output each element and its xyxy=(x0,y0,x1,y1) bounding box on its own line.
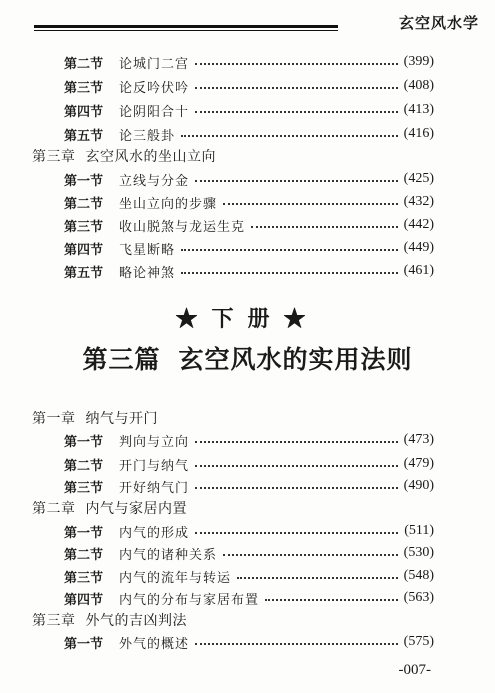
chapter-heading[interactable] xyxy=(32,408,158,428)
page-ref: (575) xyxy=(403,634,434,649)
toc-entry[interactable] xyxy=(64,521,434,541)
dot-leader xyxy=(265,599,398,601)
chapter-number: 第三章 xyxy=(32,149,76,165)
toc-entry[interactable] xyxy=(64,100,434,120)
section-title: 外气的概述 xyxy=(119,636,190,652)
toc-entry[interactable] xyxy=(64,632,434,652)
section-number: 第一节 xyxy=(64,434,104,450)
chapter-title: 纳气与开门 xyxy=(85,411,158,427)
section-title: 论三般卦 xyxy=(119,128,176,144)
section-title: 论城门二宫 xyxy=(119,56,190,72)
section-title: 内气的分布与家居布置 xyxy=(119,592,260,608)
toc-entry[interactable] xyxy=(64,76,434,96)
dot-leader xyxy=(195,180,398,182)
page-ref: (461) xyxy=(403,263,434,278)
dot-leader xyxy=(195,63,398,65)
page-ref: (408) xyxy=(403,78,434,93)
toc-entry[interactable] xyxy=(64,238,434,258)
section-title: 内气的流年与转运 xyxy=(119,570,232,586)
page-ref: (413) xyxy=(403,102,434,117)
book-title: 玄空风水学 xyxy=(398,14,479,32)
dot-leader xyxy=(237,577,398,579)
toc-entry[interactable] xyxy=(64,215,434,235)
dot-leader xyxy=(223,554,398,556)
page-ref: (416) xyxy=(403,126,434,141)
part-heading xyxy=(0,340,495,376)
chapter-number: 第三章 xyxy=(32,613,76,629)
section-title: 论阴阳合十 xyxy=(119,104,190,120)
section-title: 内气的形成 xyxy=(119,525,190,541)
chapter-number: 第二章 xyxy=(32,501,76,517)
section-number: 第三节 xyxy=(64,219,104,235)
dot-leader xyxy=(223,203,398,205)
page-ref: (432) xyxy=(403,194,434,209)
volume-heading: ★下册★ xyxy=(175,306,320,332)
section-number: 第一节 xyxy=(64,525,104,541)
page-ref: (563) xyxy=(403,590,434,605)
section-title: 飞星断略 xyxy=(119,242,176,258)
dot-leader xyxy=(195,441,398,443)
section-number: 第二节 xyxy=(64,458,104,474)
toc-entry[interactable] xyxy=(64,430,434,450)
toc-entry[interactable] xyxy=(64,192,434,212)
section-number: 第五节 xyxy=(64,265,104,281)
page-ref: (449) xyxy=(403,240,434,255)
section-number: 第三节 xyxy=(64,480,104,496)
page-ref: (473) xyxy=(403,432,434,447)
section-title: 开好纳气门 xyxy=(119,480,190,496)
chapter-title: 玄空风水的坐山立向 xyxy=(85,149,216,165)
chapter-heading[interactable] xyxy=(32,498,187,518)
section-number: 第二节 xyxy=(64,56,104,72)
toc-entry[interactable] xyxy=(64,169,434,189)
dot-leader xyxy=(181,272,398,274)
page-ref: (490) xyxy=(403,478,434,493)
section-title: 收山脱煞与龙运生克 xyxy=(119,219,246,235)
section-number: 第三节 xyxy=(64,570,104,586)
section-title: 开门与纳气 xyxy=(119,458,190,474)
dot-leader xyxy=(251,226,398,228)
toc-entry[interactable] xyxy=(64,124,434,144)
section-title: 立线与分金 xyxy=(119,173,190,189)
page-ref: (548) xyxy=(403,568,434,583)
dot-leader xyxy=(195,87,398,89)
page-ref: (442) xyxy=(403,217,434,232)
toc-entry[interactable] xyxy=(64,476,434,496)
page-ref: (425) xyxy=(403,171,434,186)
toc-entry[interactable] xyxy=(64,261,434,281)
dot-leader xyxy=(195,111,398,113)
section-title: 略论神煞 xyxy=(119,265,176,281)
section-number: 第四节 xyxy=(64,592,104,608)
section-title: 内气的诸种关系 xyxy=(119,547,218,563)
section-number: 第二节 xyxy=(64,196,104,212)
running-header xyxy=(0,0,495,40)
section-number: 第五节 xyxy=(64,128,104,144)
chapter-heading[interactable] xyxy=(32,610,187,630)
section-number: 第二节 xyxy=(64,547,104,563)
chapter-title: 外气的吉凶判法 xyxy=(85,613,187,629)
page-ref: (511) xyxy=(404,523,434,538)
chapter-number: 第一章 xyxy=(32,411,76,427)
section-number: 第三节 xyxy=(64,80,104,96)
section-title: 坐山立向的步骤 xyxy=(119,196,218,212)
page-ref: (399) xyxy=(403,54,434,69)
page-ref: (479) xyxy=(403,456,434,471)
section-number: 第一节 xyxy=(64,636,104,652)
chapter-heading[interactable] xyxy=(32,146,216,166)
dot-leader xyxy=(195,532,398,534)
toc-entry[interactable] xyxy=(64,52,434,72)
page-number: -007- xyxy=(398,662,431,678)
part-number: 第三篇 xyxy=(82,345,161,374)
toc-entry[interactable] xyxy=(64,566,434,586)
dot-leader xyxy=(181,135,398,137)
toc-entry[interactable] xyxy=(64,454,434,474)
dot-leader xyxy=(181,249,398,251)
section-title: 判向与立向 xyxy=(119,434,190,450)
section-number: 第四节 xyxy=(64,104,104,120)
part-title: 玄空风水的实用法则 xyxy=(178,345,413,374)
section-number: 第一节 xyxy=(64,173,104,189)
dot-leader xyxy=(195,643,398,645)
section-title: 论反吟伏吟 xyxy=(119,80,190,96)
dot-leader xyxy=(195,465,398,467)
toc-entry[interactable] xyxy=(64,588,434,608)
section-number: 第四节 xyxy=(64,242,104,258)
dot-leader xyxy=(195,487,398,489)
page-ref: (530) xyxy=(403,545,434,560)
toc-entry[interactable] xyxy=(64,543,434,563)
chapter-title: 内气与家居内置 xyxy=(85,501,187,517)
header-rule xyxy=(34,25,338,31)
